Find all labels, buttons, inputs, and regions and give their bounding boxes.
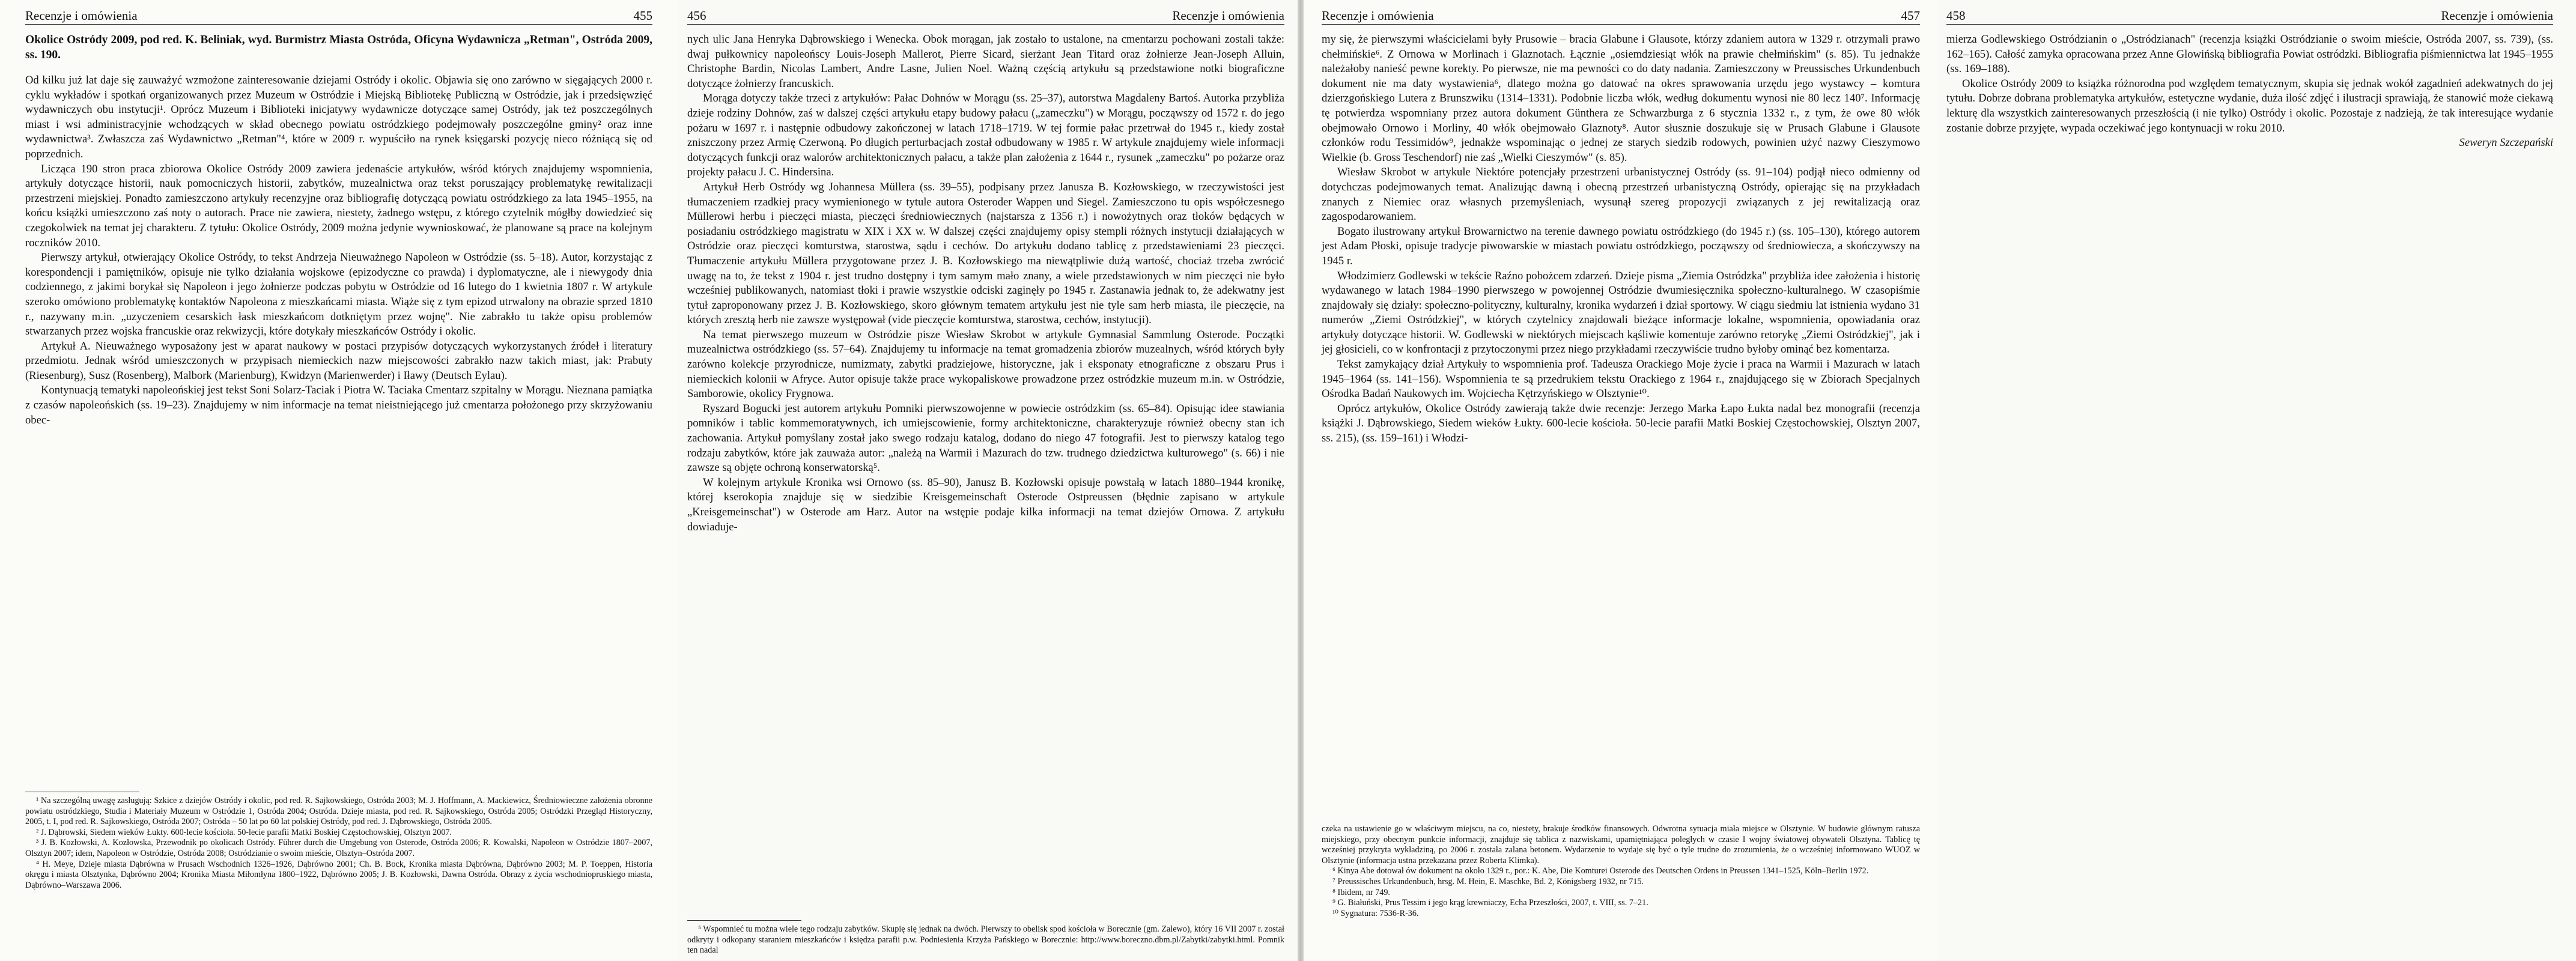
header-rule	[1322, 24, 1920, 25]
page-number: 457	[1901, 8, 1920, 23]
footnotes	[1322, 824, 1920, 919]
page-457	[1304, 0, 1937, 961]
paragraph: Morąga dotyczy także trzeci z artykułów: Pałac Dohnów w Morągu (ss. 25–37), autorstwa Magdaleny Bartoś. Autorka przybliża dzieje rodziny Dohnów, zaś w dalszej części artykułu etapy budowy pałacu („zameczku") w Morągu, począwszy od 1572 r. do jego pożaru w 1697 r. i następnie odbudowy zakończonej w latach 1718–1719. W tej formie pałac przetrwał do 1945 r., kiedy został zniszczony przez Armię Czerwoną. Po długich perturbacjach został odbudowany w 1985 r. W artykule znajdujemy wiele informacji dotyczących funkcji oraz walorów architektonicznych pałacu, a także plan założenia z 1644 r., rysunek „zameczku" po pożarze oraz projekty pałacu J. C. Hindersina.	[687, 92, 1284, 179]
footnote: ⁷ Preussisches Urkundenbuch, hrsg. M. Hein, E. Maschke, Bd. 2, Königsberg 1932, nr 715.	[1332, 876, 1644, 887]
paragraph: Okolice Ostródy 2009 to książka różnorodna pod względem tematycznym, skupia się jednak wokół zagadnień adekwatnych do jej tytułu. Dobrze dobrana problematyka artykułów, estetyczne wydanie, duża ilość zdjęć i ilustracji sprawiają, że stanowić może ciekawą lekturę dla wszystkich zainteresowanych przeszłością (i nie tylko) Ostródy i okolic. Pozostaje z nadzieją, że tak interesujące wydanie zostanie dobrze przyjęte, wypada oczekiwać jego kontynuacji w roku 2010.	[1946, 77, 2553, 135]
paragraph: Artykuł A. Nieuważnego wyposażony jest w aparat naukowy w postaci przypisów dotyczących wykorzystanych źródeł i literatury przedmiotu. Jednak wśród umieszczonych w przypisach niemieckich nazw miejscowości zabrakło nazw takich miast, jak: Prabuty (Riesenburg), Susz (Rosenberg), Malbork (Marienburg), Kwidzyn (Marienwerder) i Iławy (Deutsch Eylau).	[25, 339, 652, 382]
paragraph: Ryszard Bogucki jest autorem artykułu Pomniki pierwszowojenne w powiecie ostródzkim (ss. 65–84). Opisując idee stawiania pomników i tablic kommemoratywnych, ich umiejscowienie, formy architektoniczne, charakteryzuje również obecny stan ich zachowania. Artykuł pomyślany został jako swego rodzaju katalog, dodano do niego 47 fotografii. Jest to pierwszy katalog tego rodzaju zabytków, które jak zauważa autor: „należą na Warmii i Mazurach do tzw. trudnego dziedzictwa kulturowego" (s. 66) i nie zawsze są objęte ochroną konserwatorską⁵.	[687, 402, 1284, 474]
paragraph: W kolejnym artykule Kronika wsi Ornowo (ss. 85–90), Janusz B. Kozłowski opisuje powstałą w latach 1880–1944 kronikę, której kserokopia znajduje się w siedzibie Kreisgemeinschaft Osterode Ostpreussen (błędnie zapisano w artykule „Kreisgemeinschat") w Osterode am Harz. Autor na wstępie podaje kilka informacji na temat dziejów Ornowa. Z artykułu dowiaduje-	[687, 476, 1284, 533]
footnotes	[25, 792, 652, 891]
running-title: Recenzje i omówienia	[1172, 8, 1284, 23]
paragraph: nych ulic Jana Henryka Dąbrowskiego i Wenecka. Obok morągan, jak zostało to ustalone, na cmentarzu pochowani zostali także: dwaj pułkownicy napoleońscy Louis-Joseph Mallerot, Pierre Sicard, sierżant Jean Titard oraz żołnierze Jean-Joseph Alluin, Christophe Bardin, Nicolas Lambert, Andre Lasne, Julien Noel. Ważną częścią artykułu są przedstawione notki biograficzne dotyczące żołnierzy francuskich.	[687, 33, 1284, 90]
paragraph: Na temat pierwszego muzeum w Ostródzie pisze Wiesław Skrobot w artykule Gymnasial Sammlung Osterode. Początki muzealnictwa ostródzkiego (ss. 57–64). Znajdujemy tu informacje na temat gromadzenia zbiorów muzealnych, wśród których były zarówno kolekcje przyrodnicze, numizmaty, zabytki pradziejowe, historyczne, jak i eksponaty etnograficzne z obszaru Prus i niemieckich kolonii w Afryce. Autor opisuje także prace wykopaliskowe prowadzone przez ostródzkie muzeum m.in. w Ostródzie, Samborowie, okolicy Frygnowa.	[687, 328, 1284, 401]
footnote: ⁴ H. Meye, Dzieje miasta Dąbrówna w Prusach Wschodnich 1326–1926, Dąbrówno 2001; Ch. B. Bock, Kronika miasta Dąbrówna, Dąbrówno 2003; M. P. Toeppen, Historia okręgu i miasta Olsztynka, Dąbrówno 2004; Kronika Miasta Miłomłyna 1800–1922, Dąbrówno 2005; J. B. Kozłowski, Dawna Ostróda. Obrazy z życia wschodniopruskiego miasta, Dąbrówno–Warszawa 2006.	[25, 859, 652, 890]
header-rule	[25, 24, 652, 25]
paragraph: my się, że pierwszymi właścicielami były Prusowie – bracia Glabune i Glausote, którzy zdaniem autora w 1329 r. otrzymali prawo chełmińskie⁶. Z Ornowa w Morlinach i Glaznotach. Łącznie „osiemdziesiąt włók na prawie chełmińskim" (s. 85). Tu jednakże należałoby nanieść pewne korekty. Po pierwsze, nie ma pewności co do daty nadania. Zamieszczony w Preussisches Urkundenbuch dokument nie ma daty wystawienia⁶, dlatego można go datować na okres sprawowania urzędu jego wystawcy – komtura dzierzgońskiego Lutera z Brunszwiku (1314–1331). Podobnie liczba włók, według dokumentu wynosi nie 80 lecz 140⁷. Informację tę potwierdza wspomniany przez autora dokument Günthera ze Schwarzburga z 6 stycznia 1332 r., z tym, że owe 80 włók obejmowało Ornowo i Morliny, 40 włók obejmowało Glaznoty⁸. Autor słusznie doszukuje się w Prusach Glabune i Glausote członków rodu Tessimidów⁹, jednakże wspominając o jednej ze starych siedzib rodowych, powinien użyć nazwy Cieszymowo Wielkie (b. Gross Teschendorf) nie zaś „Wielki Cieszymów" (s. 85).	[1322, 33, 1920, 164]
page-number: 455	[633, 8, 652, 23]
page-number: 458	[1946, 8, 1966, 23]
page-456	[678, 0, 1298, 961]
footnote: ⁵ Wspomnieć tu można wiele tego rodzaju zabytków. Skupię się jednak na dwóch. Pierwszy to obelisk spod kościoła w Borecznie (gm. Zalewo), który 16 VII 2007 r. został odkryty i odkopany staraniem mieszkańców i księdza parafii p.w. Podniesienia Krzyża Pańskiego w Borecznie: http://www.boreczno.dbm.pl/Zabytki/zabytki.html. Pomnik ten nadal	[687, 924, 1284, 956]
body-column	[1946, 32, 2553, 151]
running-header	[687, 8, 1284, 23]
review-title: Okolice Ostródy 2009, pod red. K. Beliniak, wyd. Burmistrz Miasta Ostróda, Oficyna Wydawnicza „Retman", Ostróda 2009, ss. 190.	[25, 34, 652, 61]
footnote: ¹⁰ Sygnatura: 7536-R-36.	[1332, 908, 1419, 918]
paragraph: Kontynuacją tematyki napoleońskiej jest tekst Soni Solarz-Taciak i Piotra W. Taciaka Cmentarz szpitalny w Morągu. Nieznana pamiątka z czasów napoleońskich (ss. 19–23). Znajdujemy w nim informacje na temat nieistniejącego już cmentarza położonego przy skrzyżowaniu obec-	[25, 384, 652, 426]
page-number: 456	[687, 8, 706, 23]
body-column	[1322, 32, 1920, 446]
header-rule	[1946, 24, 2553, 25]
paragraph: Wiesław Skrobot w artykule Niektóre potencjały przestrzeni urbanistycznej Ostródy (ss. 91–104) podjął nieco odmienny od dotychczas podejmowanych temat. Analizując dawną i obecną przestrzeń urbanistyczną Ostródy, opierając się na przykładach znanych z Niemiec oraz własnych przemyśleniach, wysunął szereg propozycji związanych z jej rewitalizacją oraz zagospodarowaniem.	[1322, 166, 1920, 223]
page-458	[1937, 0, 2576, 961]
running-header	[1946, 8, 2553, 23]
footnote: ¹ Na szczególną uwagę zasługują: Szkice z dziejów Ostródy i okolic, pod red. R. Sajkowskiego, Ostróda 2003; M. J. Hoffmann, A. Mackiewicz, Średniowieczne założenia obronne powiatu ostródzkiego, Studia i Materiały Muzeum w Ostródzie 1, Ostróda 2004; Ostróda. Dzieje miasta, pod red. R. Sajkowskiego, Ostróda 2005; Ostródzki Przegląd Historyczny, 2005, t. I, pod red. R. Sajkowskiego, Ostróda 2007; Ostróda – 50 lat po 60 lat polskiej Ostródy, pod red. J. Dąbrowskiego, Ostróda 2005.	[25, 796, 652, 827]
running-header	[1322, 8, 1920, 23]
footnote: ³ J. B. Kozłowski, A. Kozłowska, Przewodnik po okolicach Ostródy. Führer durch die Umgebung von Osterode, Ostróda 2006; R. Kowalski, Napoleon w Ostródzie 1807–2007, Olsztyn 2007; idem, Napoleon w Ostródzie, Ostróda 2008; Ostródzianie o swoim mieście, Olsztyn–Ostróda 2007.	[25, 838, 652, 858]
running-header	[25, 8, 652, 23]
paragraph: Tekst zamykający dział Artykuły to wspomnienia prof. Tadeusza Orackiego Moje życie i praca na Warmii i Mazurach w latach 1945–1964 (ss. 141–156). Wspomnienia te są przedrukiem tekstu Orackiego z 1964 r., znajdującego się w Zbiorach Specjalnych Ośrodka Badań Naukowych im. Wojciecha Kętrzyńskiego w Olsztynie¹⁰.	[1322, 358, 1920, 401]
book-gutter	[1298, 0, 1304, 961]
paragraph: Od kilku już lat daje się zauważyć wzmożone zainteresowanie dziejami Ostródy i okolic. Objawia się ono zarówno w sięgających 2000 r. cyklu wykładów i spotkań organizowanych przez Muzeum w Ostródzie i Miejską Bibliotekę Publiczną w Ostródzie, jak i przedsięwzięć wydawniczych obu instytucji¹. Oprócz Muzeum i Biblioteki inicjatywy wydawnicze dotyczące samej Ostródy, jak też poszczególnych miast i wsi administracyjnie wchodzących w skład obecnego powiatu ostródzkiego podejmowały poszczególne gminy² oraz inne wydawnictwa³. Zwłaszcza zaś Wydawnictwo „Retman"⁴, które w 2009 r. wypuściło na rynek księgarski pozycję nieco różniącą się od poprzednich.	[25, 74, 652, 160]
paragraph: Oprócz artykułów, Okolice Ostródy zawierają także dwie recenzje: Jerzego Marka Łapo Łukta nadal bez monografii (recenzja książki J. Dąbrowskiego, Siedem wieków Łukty. 600-lecie kościoła. 50-lecie parafii Matki Boskiej Częstochowskiej, Olsztyn 2007, ss. 215), (ss. 159–161) i Włodzi-	[1322, 402, 1920, 445]
reviewer-signature: Seweryn Szczepański	[2459, 136, 2553, 150]
body-column	[25, 32, 652, 428]
page-455	[0, 0, 678, 961]
footnote: ⁶ Kinya Abe dotował ów dokument na około 1329 r., por.: K. Abe, Die Komturei Osterode des Deutschen Ordens in Preussen 1341–1525, Köln–Berlin 1972.	[1332, 866, 1869, 876]
body-column	[687, 32, 1284, 535]
footnote: ⁹ G. Białuński, Prus Tessim i jego krąg krewniaczy, Echa Przeszłości, 2007, t. VIII, ss. 7–21.	[1332, 898, 1648, 908]
paragraph: Licząca 190 stron praca zbiorowa Okolice Ostródy 2009 zawiera jedenaście artykułów, wśród których znajdujemy wspomnienia, artykuły dotyczące historii, nauk pomocniczych historii, zabytków, muzealnictwa oraz tekst poruszający problematykę rewitalizacji przestrzeni miejskiej. Ponadto zamieszczono artykuły recenzyjne oraz bibliografię dotyczącą powiatu ostródzkiego za lata 1945–1955, na końcu książki umieszczono zaś noty o autorach. Prace nie zawiera, niestety, żadnego wstępu, z którego czytelnik mógłby dowiedzieć się czegokolwiek na temat jej charakteru. Z tytułu: Okolice Ostródy, 2009 można jedynie wywnioskować, że planowane są prace na kolejnym roczników 2010.	[25, 162, 652, 249]
footnote-continuation: czeka na ustawienie go w właściwym miejscu, na co, niestety, brakuje środków finansowych. Odwrotna sytuacja miała miejsce w Olsztynie. W budowie głównym ratusza miejskiego, przy obecnym punkcie informacji, znajduje się tablica z nazwiskami, upamiętniająca poległych w czasie I wojny światowej obywateli Olsztyna. Tablicę tę wcześniej przykryta wykładziną, po 2006 r. została zalana betonem. Wydarzenie to wydaje się być o tyle trudne do zrozumienia, że o wcześniej informowano WUOZ w Olsztynie (informacja ustna przekazana przez Roberta Klimka).	[1322, 824, 1920, 866]
running-title: Recenzje i omówienia	[1322, 8, 1434, 23]
paragraph: Włodzimierz Godlewski w tekście Raźno pobożcem zdarzeń. Dzieje pisma „Ziemia Ostródzka" przybliża idee założenia i historię wydawanego w latach 1984–1990 pierwszego w powojennej Ostródzie dwumiesięcznika społeczno-kulturalnego. W czasopiśmie znajdowały się działy: społeczno-polityczny, kulturalny, kronika wydarzeń i dział sportowy. W ciągu siedmiu lat istnienia wydano 31 numerów „Ziemi Ostródzkiej", w których czytelnicy znajdowali bieżące informacje lokalne, wspomnienia, opowiadania oraz artykuły dotyczące historii. W. Godlewski w niektórych miejscach kąśliwie komentuje zarówno retorykę „Ziemi Ostródzkiej", jak i jej głosicieli, co w konfrontacji z przytoczonymi przez niego przykładami rzeczywiście trudno byłoby ominąć bez komentarza.	[1322, 269, 1920, 356]
footnote: ⁸ Ibidem, nr 749.	[1332, 887, 1390, 897]
running-title: Recenzje i omówienia	[2441, 8, 2553, 23]
footnotes	[687, 920, 1284, 956]
footnote-separator	[687, 920, 801, 921]
footnote: ² J. Dąbrowski, Siedem wieków Łukty. 600-lecie kościoła. 50-lecie parafii Matki Boskiej Częstochowskiej, Olsztyn 2007.	[36, 827, 452, 837]
paragraph: Bogato ilustrowany artykuł Browarnictwo na terenie dawnego powiatu ostródzkiego (do 1945 r.) (ss. 105–130), którego autorem jest Adam Płoski, opisuje tradycje piwowarskie w miastach powiatu ostródzkiego, począwszy od średniowiecza, a skończywszy na 1945 r.	[1322, 225, 1920, 267]
paragraph: Artykuł Herb Ostródy wg Johannesa Müllera (ss. 39–55), podpisany przez Janusza B. Kozłowskiego, w rzeczywistości jest tłumaczeniem rzadkiej pracy wymienionego w tytule autora Osteroder Wappen und Siegel. Zamieszczono tu opis współczesnego Müllerowi herbu i pieczęci miasta, pieczęci średniowiecznych (najstarsza z 1356 r.) i nowożytnych oraz tłoków będących w posiadaniu ostródzkiego magistratu w XIX i XX w. W dalszej części znajdujemy opisy stempli różnych instytucji działających w Ostródzie oraz pieczęci komturstwa, starostwa, sądu i cechów. Do artykułu dodano tablicę z przedstawieniami 23 pieczęci. Tłumaczenie artykułu Müllera przygotowane przez J. B. Kozłowskiego ma niewątpliwie dużą wartość, chociaż trzeba zwrócić uwagę na to, że tekst z 1904 r. jest trudno dostępny i tym samym mało znany, a wiele przedstawionych w nim pieczęci nie było wcześniej publikowanych, natomiast tłoki i prawie wszystkie odciski zaginęły po 1945 r. Zastanawia jednak to, że adekwatny jest tytuł zaproponowany przez J. B. Kozłowskiego, skoro głównym tematem artykułu jest nie tyle sam herb miasta, ile pieczęcie, na których zresztą herb nie zawsze występował (vide pieczęcie komturstwa, starostwa, cechów, instytucji).	[687, 180, 1284, 327]
paragraph: Pierwszy artykuł, otwierający Okolice Ostródy, to tekst Andrzeja Nieuważnego Napoleon w Ostródzie (ss. 5–18). Autor, korzystając z korespondencji i pamiętników, opisuje nie tylko działania wojskowe (epizodyczne co prawda) i dyplomatyczne, ale i niewygody dnia codziennego, z jakimi borykał się Napoleon i jego żołnierze podczas pobytu w Ostródzie od 16 lutego do 1 kwietnia 1807 r. W artykule szeroko omówiono problematykę kontaktów Napoleona z mieszkańcami miasta. Wiąże się z tym epizod utrwalony na obrazie sprzed 1810 r., nazywany m.in. „uzyczeniem cesarskich łask mieszkańcom dotkniętym przez wojnę". Nie zabrakło tu także opisu problemów stwarzanych przez wojska francuskie oraz rekwizycji, które dotykały mieszkańców Ostródy i okolic.	[25, 251, 652, 338]
paragraph: mierza Godlewskiego Ostródzianin o „Ostródzianach" (recenzja książki Ostródzianie o swoim mieście, Ostróda 2007, ss. 739), (ss. 162–165). Całość zamyka opracowana przez Anne Glowińską bibliografia Powiat ostródzki. Bibliografia piśmiennictwa lat 1945–1955 (ss. 169–188).	[1946, 33, 2553, 76]
header-rule	[687, 24, 1284, 25]
running-title: Recenzje i omówienia	[25, 8, 138, 23]
